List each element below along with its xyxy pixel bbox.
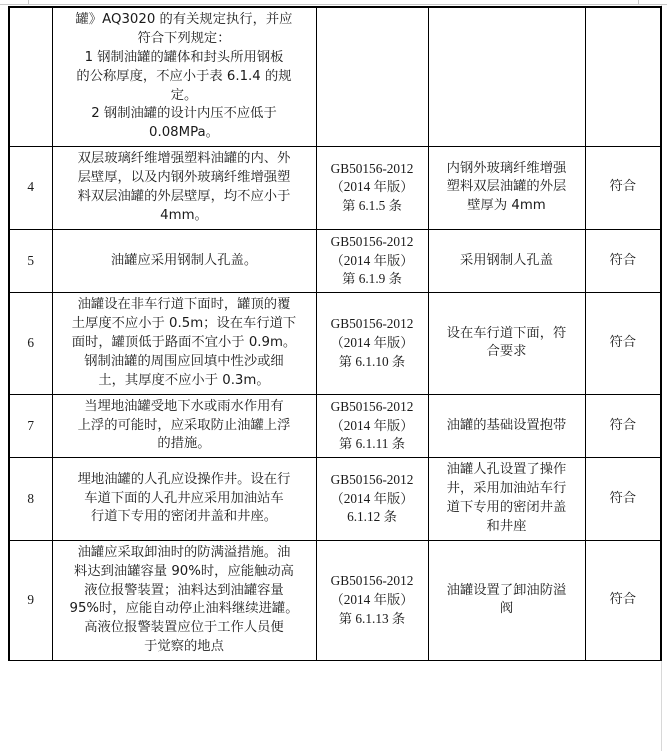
cell-requirement-line: 油罐应采用钢制人孔盖。 — [110, 252, 258, 268]
cell-standard-line: （2014 年版） — [330, 179, 414, 195]
cell-requirement-line: 料双层油罐的外层壁厚，均不应小于 — [77, 188, 291, 204]
table-row — [9, 229, 661, 293]
cell-requirement-line: 埋地油罐的人孔应设操作井。设在行 — [77, 471, 291, 487]
cell-serial-number: 7 — [9, 394, 52, 458]
cell-standard — [316, 458, 428, 541]
cell-requirement-line: 面时，罐顶低于路面不宜小于 0.9m。 — [71, 335, 297, 350]
cell-standard-line: （2014 年版） — [330, 335, 414, 350]
cell-standard-line: （2014 年版） — [330, 591, 414, 607]
cell-actual-line: 油罐的基础设置抱带 — [446, 417, 567, 433]
cell-requirement — [52, 540, 316, 660]
cell-requirement-line: 4mm。 — [160, 207, 208, 223]
cell-standard-line: 第 6.1.11 条 — [339, 436, 405, 452]
cell-requirement — [52, 229, 316, 293]
cell-requirement-line: 罐》AQ3020 的有关规定执行，并应 — [75, 12, 293, 27]
cell-result: 符合 — [585, 394, 661, 458]
cell-standard — [316, 540, 428, 660]
cell-requirement-line: 符合下列规定： — [137, 30, 231, 46]
cell-standard — [316, 229, 428, 293]
page-edge-right-mark — [638, 0, 639, 5]
cell-requirement-line: 当埋地油罐受地下水或雨水作用有 — [84, 398, 284, 414]
cell-actual-line: 内钢外玻璃纤维增强 — [446, 160, 567, 176]
cell-requirement-line: 95%时，应能自动停止油料继续进罐。 — [69, 601, 299, 617]
cell-requirement-line: 1 钢制油罐的罐体和封头所用钢板 — [84, 49, 284, 65]
cell-requirement — [52, 293, 316, 394]
cell-standard-line: 第 6.1.5 条 — [342, 198, 402, 214]
cell-requirement-line: 0.08MPa。 — [149, 125, 219, 141]
cell-result — [585, 7, 661, 147]
cell-actual — [428, 293, 585, 394]
cell-standard-line: （2014 年版） — [330, 490, 414, 506]
cell-actual-line: 塑料双层油罐的外层 — [446, 179, 567, 195]
table-row — [9, 293, 661, 394]
cell-requirement-line: 行道下专用的密闭井盖和井座。 — [90, 509, 278, 525]
page-edge-top-rule — [0, 0, 667, 5]
cell-standard — [316, 147, 428, 230]
cell-standard-line: GB50156-2012 — [330, 233, 414, 249]
inspection-checklist-table — [8, 6, 662, 661]
cell-actual-line: 设在车行道下面，符 — [446, 325, 567, 341]
cell-actual — [428, 394, 585, 458]
cell-actual-line: 合要求 — [486, 344, 527, 360]
cell-result: 符合 — [585, 293, 661, 394]
cell-standard-line: 第 6.1.9 条 — [342, 271, 402, 287]
cell-standard — [316, 7, 428, 147]
table-row — [9, 458, 661, 541]
cell-requirement-line: 土，其厚度不应小于 0.3m。 — [98, 372, 270, 388]
cell-standard-line: （2014 年版） — [330, 252, 414, 268]
cell-actual-line: 采用钢制人孔盖 — [459, 252, 554, 268]
cell-requirement-line: 油罐设在非车行道下面时，罐顶的覆 — [77, 297, 291, 313]
table-row — [9, 540, 661, 660]
cell-requirement-line: 上浮的可能时，应采取防止油罐上浮 — [77, 417, 291, 433]
cell-standard-line: GB50156-2012 — [330, 573, 414, 589]
cell-serial-number: 9 — [9, 540, 52, 660]
cell-serial-number: 8 — [9, 458, 52, 541]
cell-result: 符合 — [585, 458, 661, 541]
table-row — [9, 147, 661, 230]
cell-requirement — [52, 7, 316, 147]
cell-requirement-line: 料达到油罐容量 90%时，应能触动高 — [74, 563, 294, 579]
cell-requirement — [52, 147, 316, 230]
cell-requirement-line: 双层玻璃纤维增强塑料油罐的内、外 — [77, 151, 291, 167]
cell-standard-line: GB50156-2012 — [330, 398, 414, 414]
cell-result: 符合 — [585, 540, 661, 660]
cell-serial-number: 5 — [9, 229, 52, 293]
cell-actual-line: 阀 — [499, 601, 514, 617]
cell-standard-line: （2014 年版） — [330, 417, 414, 433]
cell-requirement-line: 高液位报警装置应位于工作人员便 — [84, 620, 284, 636]
cell-actual — [428, 7, 585, 147]
cell-actual-line: 和井座 — [486, 518, 527, 534]
cell-requirement-line: 钢制油罐的周围应回填中性沙或细 — [84, 353, 284, 369]
cell-standard-line: GB50156-2012 — [330, 160, 414, 176]
cell-standard — [316, 394, 428, 458]
cell-actual — [428, 229, 585, 293]
cell-requirement-line: 的措施。 — [157, 436, 211, 452]
cell-actual-line: 壁厚为 4mm — [467, 198, 546, 214]
cell-actual-line: 油罐设置了卸油防溢 — [446, 582, 567, 598]
cell-actual-line: 道下专用的密闭井盖 — [446, 500, 567, 515]
cell-serial-number: 6 — [9, 293, 52, 394]
cell-standard-line: 第 6.1.10 条 — [338, 353, 406, 369]
cell-result: 符合 — [585, 229, 661, 293]
cell-standard-line: GB50156-2012 — [330, 316, 414, 332]
cell-requirement-line: 的公称厚度，不应小于表 6.1.4 的规 — [76, 68, 292, 84]
table-row — [9, 7, 661, 147]
cell-serial-number — [9, 7, 52, 147]
cell-requirement-line: 车道下面的人孔井应采用加油站车 — [84, 490, 284, 506]
cell-standard-line: 6.1.12 条 — [347, 509, 397, 525]
cell-requirement — [52, 458, 316, 541]
page-edge-left-mark — [28, 0, 29, 5]
cell-requirement-line: 层壁厚，以及内钢外玻璃纤维增强塑 — [77, 170, 291, 185]
cell-actual-line: 油罐人孔设置了操作 — [446, 462, 567, 478]
cell-actual-line: 井，采用加油站车行 — [446, 481, 567, 497]
table-body — [9, 7, 661, 661]
cell-standard — [316, 293, 428, 394]
cell-actual — [428, 147, 585, 230]
cell-result: 符合 — [585, 147, 661, 230]
cell-requirement-line: 土厚度不应小于 0.5m；设在车行道下 — [71, 316, 297, 332]
table-row — [9, 394, 661, 458]
cell-actual — [428, 540, 585, 660]
cell-requirement-line: 定。 — [170, 87, 198, 103]
cell-actual — [428, 458, 585, 541]
cell-serial-number: 4 — [9, 147, 52, 230]
cell-requirement-line: 油罐应采取卸油时的防满溢措施。油 — [77, 544, 291, 560]
cell-standard-line: GB50156-2012 — [330, 471, 414, 487]
cell-requirement — [52, 394, 316, 458]
cell-requirement-line: 于觉察的地点 — [144, 639, 224, 655]
cell-requirement-line: 液位报警装置；油料达到油罐容量 — [84, 582, 284, 598]
cell-standard-line: 第 6.1.13 条 — [338, 610, 406, 626]
cell-requirement-line: 2 钢制油罐的设计内压不应低于 — [91, 106, 277, 122]
